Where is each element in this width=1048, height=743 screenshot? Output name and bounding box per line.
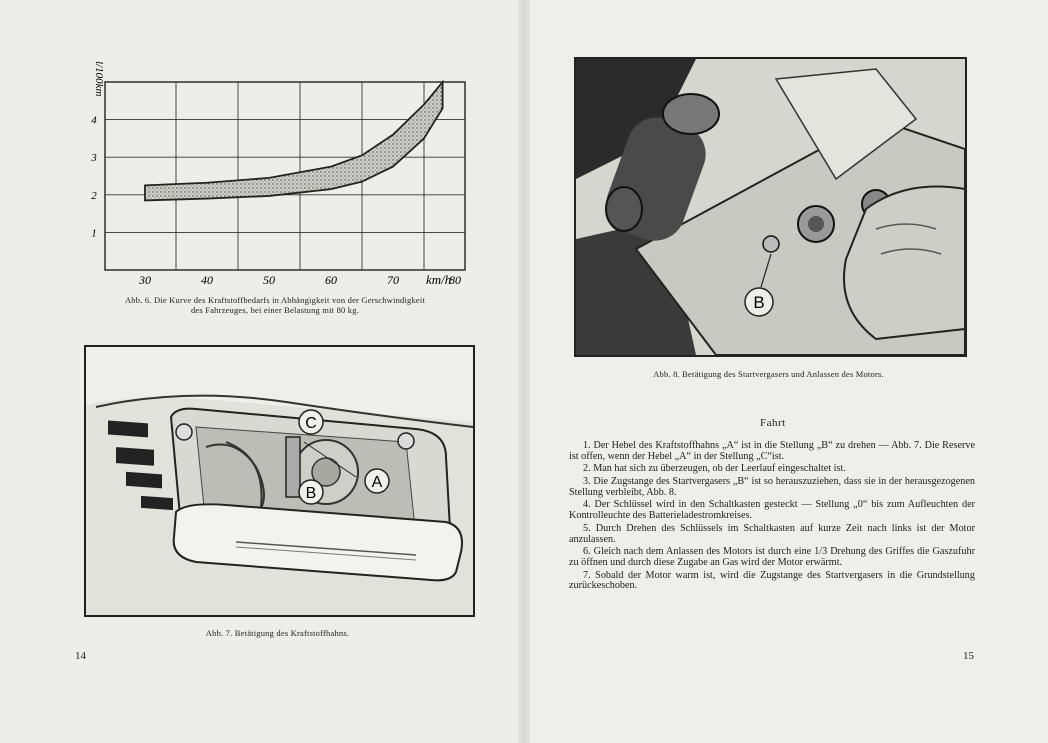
x-tick-label: 50 — [263, 273, 275, 287]
page-number-left: 14 — [75, 650, 86, 662]
fig6-caption — [60, 295, 490, 315]
fig8-illustration — [574, 57, 967, 357]
y-tick-label: 1 — [91, 227, 97, 240]
fig8-label-b: B — [753, 293, 765, 312]
y-tick-labels — [90, 115, 97, 240]
instruction-paragraph: 6. Gleich nach dem Anlassen des Motors ist durch eine 1/3 Drehung des Griffes die Gaszufuhr zu öffnen und durch diese Zugabe an Gas wird der Motor erwärmt. — [569, 546, 975, 569]
x-tick-label: 30 — [139, 273, 151, 287]
instruction-paragraph: 7. Sobald der Motor warm ist, wird die Zugstange des Startvergasers in die Grundstellung zurückeschoben. — [569, 569, 975, 592]
x-tick-label: 40 — [201, 273, 213, 287]
consumption-band — [145, 82, 443, 200]
y-tick-label: 4 — [91, 114, 97, 127]
consumption-band-area — [145, 82, 443, 200]
fig7-caption: Abb. 7. Betätigung des Kraftstoffhahns. — [205, 628, 350, 638]
fuel-tap-drawing — [86, 347, 473, 615]
y-tick-label: 2 — [91, 189, 97, 202]
instructions-text — [569, 441, 975, 594]
fig7-label-a: A — [371, 474, 383, 491]
section-title: Fahrt — [760, 417, 786, 429]
instruction-paragraph: 2. Man hat sich zu überzeugen, ob der Leerlauf eingeschaltet ist. — [583, 463, 846, 475]
page-number-right: 15 — [963, 650, 974, 662]
fig7-illustration — [84, 345, 475, 617]
y-axis-label: l/100km — [93, 61, 105, 97]
fig7-label-c: C — [305, 415, 317, 432]
instruction-paragraph: 5. Durch Drehen des Schlüssels im Schaltkasten auf kurze Zeit nach links ist der Motor anzulassen. — [569, 522, 975, 545]
fig6-caption-line2: des Fahrzeuges, bei einer Belastung mit 80 kg. — [190, 305, 360, 315]
x-axis-unit: km/h — [426, 272, 452, 287]
start-carburetor-drawing — [576, 59, 965, 355]
x-tick-label: 70 — [387, 273, 399, 287]
fig7-label-b: B — [305, 485, 317, 502]
instruction-paragraph: 1. Der Hebel des Kraftstoffhahns „A“ ist in die Stellung „B“ zu drehen — Abb. 7. Die Reserve ist offen, wenn der Hebel „A“ in der Stellung „C“ist. — [569, 440, 975, 462]
fuel-consumption-chart — [60, 55, 490, 290]
instruction-paragraph: 3. Die Zugstange des Startvergasers „B“ ist so herauszuziehen, dass sie in der herausgezogenen Stellung verbleibt, Abb. 8. — [569, 475, 975, 498]
fig6-caption-line1: Abb. 6. Die Kurve des Kraftstoffbedarfs in Abhängigkeit von der Gerschwindigkeit — [124, 295, 426, 305]
fig8-caption: Abb. 8. Betätigung des Startvergasers und Anlassen des Motors. — [653, 369, 884, 379]
book-gutter — [518, 0, 530, 743]
y-tick-label: 3 — [91, 152, 97, 165]
instruction-paragraph: 4. Der Schlüssel wird in den Schaltkasten gesteckt — Stellung „0“ bis zum Aufleuchten der Kontrolleuchte des Batterieladestromkreises. — [569, 499, 975, 522]
x-tick-label: 80 — [449, 273, 461, 287]
x-tick-labels — [138, 273, 461, 287]
x-tick-label: 60 — [325, 273, 337, 287]
